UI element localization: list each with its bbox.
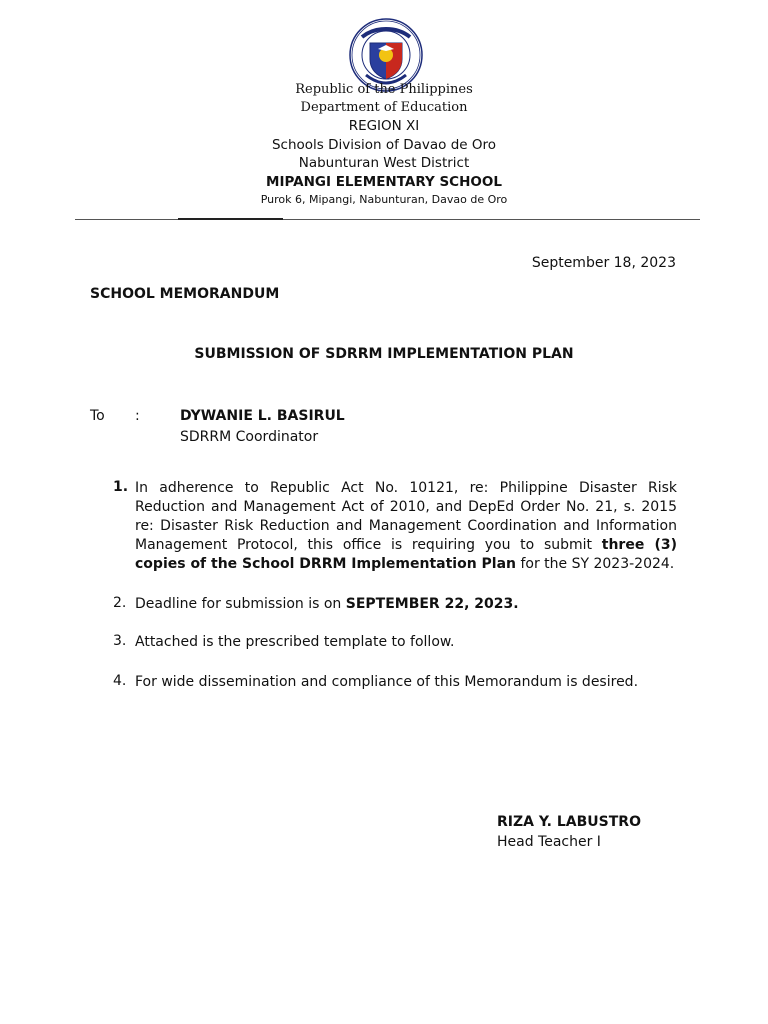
to-colon: : <box>135 408 140 424</box>
signatory-name: RIZA Y. LABUSTRO <box>497 814 641 830</box>
header-divider <box>75 219 700 220</box>
memo-type: SCHOOL MEMORANDUM <box>90 286 280 302</box>
memo-date: September 18, 2023 <box>531 255 676 271</box>
recipient-name: DYWANIE L. BASIRUL <box>180 408 345 424</box>
header-division: Schools Division of Davao de Oro <box>271 137 496 153</box>
item-text: Attached is the prescribed template to follow. <box>135 634 455 650</box>
header-country: Republic of the Philippines <box>295 82 473 97</box>
memo-item-4 <box>135 673 677 692</box>
header-region: REGION XI <box>348 118 420 134</box>
item-number: 2. <box>113 595 127 611</box>
item-text: for the SY 2023-2024. <box>516 556 675 572</box>
item-text: In adherence to Republic Act No. 10121, re: Philippine Disaster Risk Reduction and Management Act of 2010, and DepEd Order No. 21, s. 2015 re: Disaster Risk Reduction and Management Coordination and Information Management Protocol, this office is requiring you to submit <box>135 480 677 553</box>
school-name: MIPANGI ELEMENTARY SCHOOL <box>266 174 502 190</box>
recipient-title: SDRRM Coordinator <box>180 429 319 445</box>
item-number: 3. <box>113 633 127 649</box>
memo-subject: SUBMISSION OF SDRRM IMPLEMENTATION PLAN <box>194 346 574 362</box>
item-text: For wide dissemination and compliance of this Memorandum is desired. <box>135 674 639 690</box>
memo-item-3 <box>135 633 677 652</box>
signatory-title: Head Teacher I <box>497 834 601 850</box>
header-district: Nabunturan West District <box>298 155 470 171</box>
item-text: Deadline for submission is on <box>135 596 346 612</box>
item-number: 1. <box>113 479 129 495</box>
header-divider-accent <box>178 218 283 220</box>
memo-item-2 <box>135 595 677 614</box>
school-address: Purok 6, Mipangi, Nabunturan, Davao de Oro <box>260 193 508 206</box>
to-label: To <box>90 408 105 424</box>
memo-item-1 <box>135 479 677 574</box>
item-number: 4. <box>113 673 127 689</box>
header-department: Department of Education <box>300 100 468 115</box>
item-text-emphasis: SEPTEMBER 22, 2023. <box>345 596 519 612</box>
item-text-emphasis: three (3) copies of the School DRRM Implementation Plan <box>135 537 678 572</box>
